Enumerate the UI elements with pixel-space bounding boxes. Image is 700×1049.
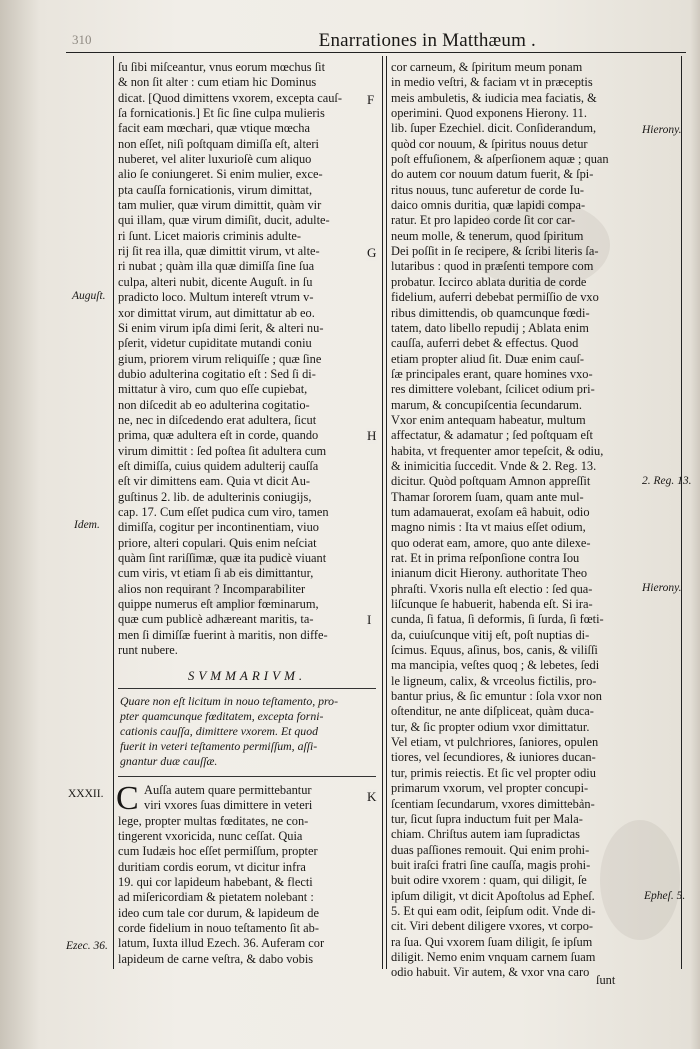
text-line: latum, Iuxta illud Ezech. 36. Auferam cor — [118, 936, 325, 951]
text-line: Quare non eſt licitum in nouo teſtamento, pro- — [120, 694, 338, 708]
text-line: buit iraſci fratri ſine cauſſa, magis prohi- — [391, 857, 591, 872]
section-letter-k: K — [367, 789, 377, 804]
margin-note-augustine: Auguſt. — [72, 290, 106, 302]
text-line: do autem cor nouum datum fuerit, & ſpi- — [391, 167, 594, 182]
text-line: Vxor enim antequam habeatur, multum — [391, 412, 586, 427]
text-line: cationis cauſſa, dimittere vxorem. Et quod — [120, 724, 318, 738]
margin-note-ezekiel: Ezec. 36. — [66, 940, 108, 952]
text-line: ribus dimittendis, ob quamcunque fœdi- — [391, 305, 590, 320]
text-line: daico omnis duritia, quæ lapidi compa- — [391, 198, 586, 213]
text-line: Thamar ſororem ſuam, quam ante mul- — [391, 489, 584, 504]
text-line: quàm ſint rariſſimæ, quæ ita pudicè viuant — [118, 551, 327, 565]
text-line: duas paſſiones remouit. Qui enim prohi- — [391, 842, 590, 857]
text-line: diligit. Nemo enim vnquam carnem ſuam — [391, 949, 596, 964]
text-line: ra ſua. Qui vxorem ſuam diligit, ſe ipſum — [391, 934, 593, 949]
margin-note-idem: Idem. — [74, 519, 100, 531]
margin-note-jerome: Hierony. — [642, 124, 682, 136]
text-line: non eſſet, niſi poſtquam dimiſſa eſt, alteri — [118, 136, 319, 151]
text-line: lapideum de carne veſtra, & dabo vobis — [118, 951, 314, 966]
text-line: nuberet, vel aliter luxurioſè cum aliquo — [118, 152, 312, 167]
text-line: guſtinus 2. lib. de adulterinis coniugijs, — [118, 489, 312, 504]
section-letter-h: H — [367, 428, 377, 443]
text-line: ratur. Et pro lapideo corde ſit cor car- — [391, 213, 576, 228]
text-line: tingerent vxoricida, nunc ceſſat. Quia — [118, 829, 303, 844]
text-line: affectatur, & adamatur ; ſed poſtquam eſt — [391, 428, 593, 443]
text-line: poſt effuſionem, & aſperſionem aquæ ; quan — [391, 152, 609, 167]
margin-note-ephesians: Epheſ. 5. — [644, 890, 686, 902]
text-line: qui illam, quæ virum dimiſit, ducit, adulte- — [118, 213, 330, 228]
right-column — [391, 60, 641, 981]
text-line: phraſti. Vxoris nulla eſt electio : ſed qua- — [391, 581, 593, 596]
text-line: da, cuiuſcunque vitij eſt, poſt nuptias di- — [391, 627, 590, 642]
margin-note-2-kings: 2. Reg. 13. — [642, 475, 692, 487]
text-line: pta cauſſa fornicationis, virum dimittat, — [118, 182, 313, 197]
text-line: ipſum diligit, vt dicit Apoſtolus ad Epheſ. — [391, 888, 595, 903]
text-line: alio ſe coniungeret. Si enim mulier, exce- — [118, 167, 323, 182]
left-column — [118, 60, 376, 658]
text-line: inianum dicit Hierony. authoritate Theo — [391, 566, 588, 581]
text-line: 5. Et qui eam odit, ſeipſum odit. Vnde di- — [391, 903, 596, 918]
text-line: Dei poſſit in ſe recipere, & ſcribi literis ſa- — [391, 244, 599, 259]
column-rule-inner — [386, 56, 387, 969]
text-line: & non ſit alter : cum etiam hic Dominus — [118, 75, 317, 90]
text-line: cum Iudæis hoc eſſet permiſſum, propter — [118, 844, 318, 859]
text-line: cauſſa, auferri debet & effectus. Quod — [391, 336, 579, 351]
text-line: quæ cum publicè adhæreant maritis, ta- — [118, 612, 314, 627]
text-line: ri nubat ; quàm illa quæ dimiſſa ſine ſua — [118, 259, 315, 274]
text-line: viri vxores ſuas dimittere in veteri — [144, 798, 313, 813]
text-line: Vel etiam, vt pulchriores, ſaniores, opulen — [391, 735, 599, 750]
text-line: tur, ſicut ſupra inductum fuit per Mala- — [391, 811, 583, 826]
text-line: quòd cor nouum, & ſpiritus nouus detur — [391, 136, 588, 151]
text-line: fidelium, auferri debebat permiſſio de vxo — [391, 290, 599, 305]
section-letter-f: F — [367, 92, 375, 107]
text-line: ſæ principales erant, quare homines vxo- — [391, 366, 593, 381]
text-line: men ſi dimiſſæ fuerint à maritis, non diffe- — [118, 627, 328, 642]
text-line: corde fidelium in nouo teſtamento ſit ab- — [118, 921, 319, 936]
text-line: probatur. Iccirco ablata duritia de corde — [391, 274, 587, 289]
text-line: rat. Et in prima reſponſione contra Iou — [391, 551, 580, 565]
text-line: tur, primis reiectis. Et ſic vel propter odiu — [391, 765, 596, 780]
margin-note-jerome-2: Hierony. — [642, 582, 682, 594]
text-line: quippe numerus eſt amplior fœminarum, — [118, 597, 319, 612]
text-line: tatem, dato libello repudij ; Ablata enim — [391, 320, 589, 335]
running-header — [66, 28, 686, 53]
text-line: lutaribus : quod in præſenti tempore com — [391, 259, 594, 274]
text-line: tum adamauerat, exoſam eâ habuit, odio — [391, 504, 590, 519]
text-line: ſcentiam ſecundarum, vxores dimittebản- — [391, 796, 595, 811]
text-line: non diſcedit ab eo adulterina cogitatio- — [118, 397, 310, 412]
text-line: res dimittere volebant, ſcilicet odium pri- — [391, 382, 595, 397]
text-line: tur, & ſic propter odium vxor dimittatur. — [391, 719, 590, 734]
text-line: ſa fornicationis.] Et ſic ſine culpa mulieris — [118, 106, 325, 121]
text-line: primarum vxorum, vel propter concupi- — [391, 781, 589, 796]
text-line: fuerit in veteri teſtamento permiſſum, aſſi- — [120, 739, 318, 753]
text-line: marum, & concupiſcentia ſecundarum. — [391, 397, 582, 412]
text-line: lege, propter multas fœditates, ne con- — [118, 813, 309, 828]
text-line: cunda, ſi fatua, ſi deformis, ſi ſurda, ſi fœti- — [391, 612, 604, 627]
running-title: Enarrationes in Matthæum . — [318, 30, 536, 51]
text-line: pſerit, videtur cupiditate mutandi coniu — [118, 336, 312, 351]
text-line: ne, nec in diſcedendo erat adultera, ſicut — [118, 412, 317, 427]
text-line: ſu ſibi miſceantur, vnus eorum mœchus ſit — [118, 60, 326, 74]
text-line: culpa, alteri nubit, dicente Auguſt. in ſu — [118, 274, 313, 289]
text-line: ritus nouus, tunc auferetur de corde Iu- — [391, 182, 585, 197]
text-line: cum viris, vt etiam ſi ab eis dimittantur, — [118, 566, 314, 581]
text-line: duritiam cordis eorum, vt dicitur infra — [118, 859, 306, 874]
text-line: pradicto loco. Multum intereſt vtrum v- — [118, 290, 314, 305]
text-line: mittatur à viro, cum quo eſſe cupiebat, — [118, 382, 308, 397]
text-line: lib. ſuper Ezechiel. dicit. Conſiderandum, — [391, 121, 597, 136]
text-line: ri ſunt. Licet maioris criminis adulte- — [118, 228, 302, 243]
text-line: eſt vir dimittens eam. Quia vt dicit Au- — [118, 474, 311, 489]
text-line: odio habuit. Vir autem, & vxor vna caro — [391, 965, 590, 980]
text-line: 19. qui cor lapideum habebant, & flecti — [118, 875, 313, 890]
text-line: cit. Viri debent diligere vxores, vt corpo- — [391, 919, 594, 934]
text-line: bantur prius, & ſic emuntur : ſola vxor non — [391, 689, 602, 704]
text-line: neum molle, & tenerum, quod ſpiritum — [391, 228, 584, 243]
text-line: cap. 17. Cum eſſet pudica cum viro, tamen — [118, 504, 329, 519]
margin-note-section-number: XXXII. — [68, 788, 104, 800]
text-line: buit odire vxorem : quam, qui diligit, ſe — [391, 873, 587, 888]
text-line: pter quamcunque fœditatem, excepta forni- — [120, 709, 324, 723]
section-letter-i: I — [367, 612, 372, 627]
text-line: & inimicitia ſuccedit. Vnde & 2. Reg. 13. — [391, 458, 597, 473]
left-column-continued — [116, 780, 376, 967]
text-line: virum dimittit : ſed poſtea ſit adultera cum — [118, 443, 327, 458]
text-line: chiam. Chriſtus autem iam ſupradictas — [391, 827, 580, 842]
text-line: dicitur. Quòd poſtquam Amnon appreſſit — [391, 474, 591, 489]
text-line: dicat. [Quod dimittens vxorem, excepta cauſ- — [118, 90, 342, 105]
text-line: gnantur duæ cauſſæ. — [120, 754, 218, 768]
column-rule — [382, 56, 383, 969]
text-line: rij ſit rea illa, quæ dimittit virum, vt alte- — [118, 244, 320, 259]
section-letter-g: G — [367, 245, 377, 260]
text-line: dubio adulterina cogitatio eſt : Sed ſi di- — [118, 366, 316, 381]
text-line: dimiſſa, cogitur per incontinentiam, viuo — [118, 520, 319, 535]
text-line: ideo cum tale cor durum, & lapideum de — [118, 905, 319, 920]
text-line: quo oderat eam, amore, quo ante dilexe- — [391, 535, 591, 550]
drop-capital: C — [116, 780, 139, 817]
text-line: facit eam mœchari, quæ vtique mœcha — [118, 121, 310, 136]
text-line: operimini. Quod exponens Hierony. 11. — [391, 106, 587, 121]
text-line: alios non requirant ? Incomparabiliter — [118, 581, 306, 596]
catchword: ſunt — [596, 973, 616, 987]
text-line: ma mancipia, veſtes quoq ; & lebetes, ſedi — [391, 658, 600, 673]
text-line: prima, quæ adultera eſt in corde, quando — [118, 428, 319, 443]
text-line: le ligneum, calix, & vrceolus fictilis, pro- — [391, 673, 597, 688]
text-line: gium, priorem virum reliquiſſe ; quæ ſine — [118, 351, 322, 366]
text-line: Auſſa autem quare permittebantur — [144, 783, 312, 797]
text-line: habita, vt frequenter amor tepeſcit, & odiu, — [391, 443, 604, 458]
text-line: cor carneum, & ſpiritum meum ponam — [391, 60, 583, 74]
text-line: meis ambuletis, & iudicia mea faciatis, & — [391, 90, 597, 105]
text-line: liſcunque ſe habuerit, habenda eſt. Si ira- — [391, 597, 593, 612]
text-line: xor dimittat virum, aut dimittatur ab eo. — [118, 305, 315, 320]
text-line: magno nimis : Ita vt maius eſſet odium, — [391, 520, 586, 535]
text-line: ſcimus. Equus, aſinus, bos, canis, & viliſſi — [391, 643, 598, 658]
text-line: priore, alteri copulari. Quis enim neſciat — [118, 535, 317, 550]
summarium-title: SVMMARIVM. — [187, 668, 307, 683]
summarium-rule-bottom — [118, 776, 376, 777]
text-line: oſtenditur, ne ante diſpliceat, quàm duca- — [391, 704, 594, 719]
text-line: ad miſericordiam & pietatem nolebant : — [118, 890, 314, 905]
text-line: Si enim virum ipſa dimi ſerit, & alteri nu- — [118, 320, 324, 335]
summarium-rule-top — [118, 688, 376, 689]
text-line: tam mulier, quæ virum dimittit, quàm vir — [118, 198, 322, 213]
text-line: etiam propter aliud ſit. Duæ enim cauſ- — [391, 351, 585, 366]
text-line: eſt dimiſſa, cuius quidem adulterij cauſſa — [118, 458, 319, 473]
text-line: tiores, vel ſecundiores, & iuniores ducan- — [391, 750, 596, 765]
text-line: runt nubere. — [118, 643, 178, 658]
bleedthrough-page-number: 310 — [72, 32, 92, 47]
text-line: in medio veſtri, & faciam vt in præceptis — [391, 75, 593, 90]
summarium-text — [120, 694, 375, 769]
